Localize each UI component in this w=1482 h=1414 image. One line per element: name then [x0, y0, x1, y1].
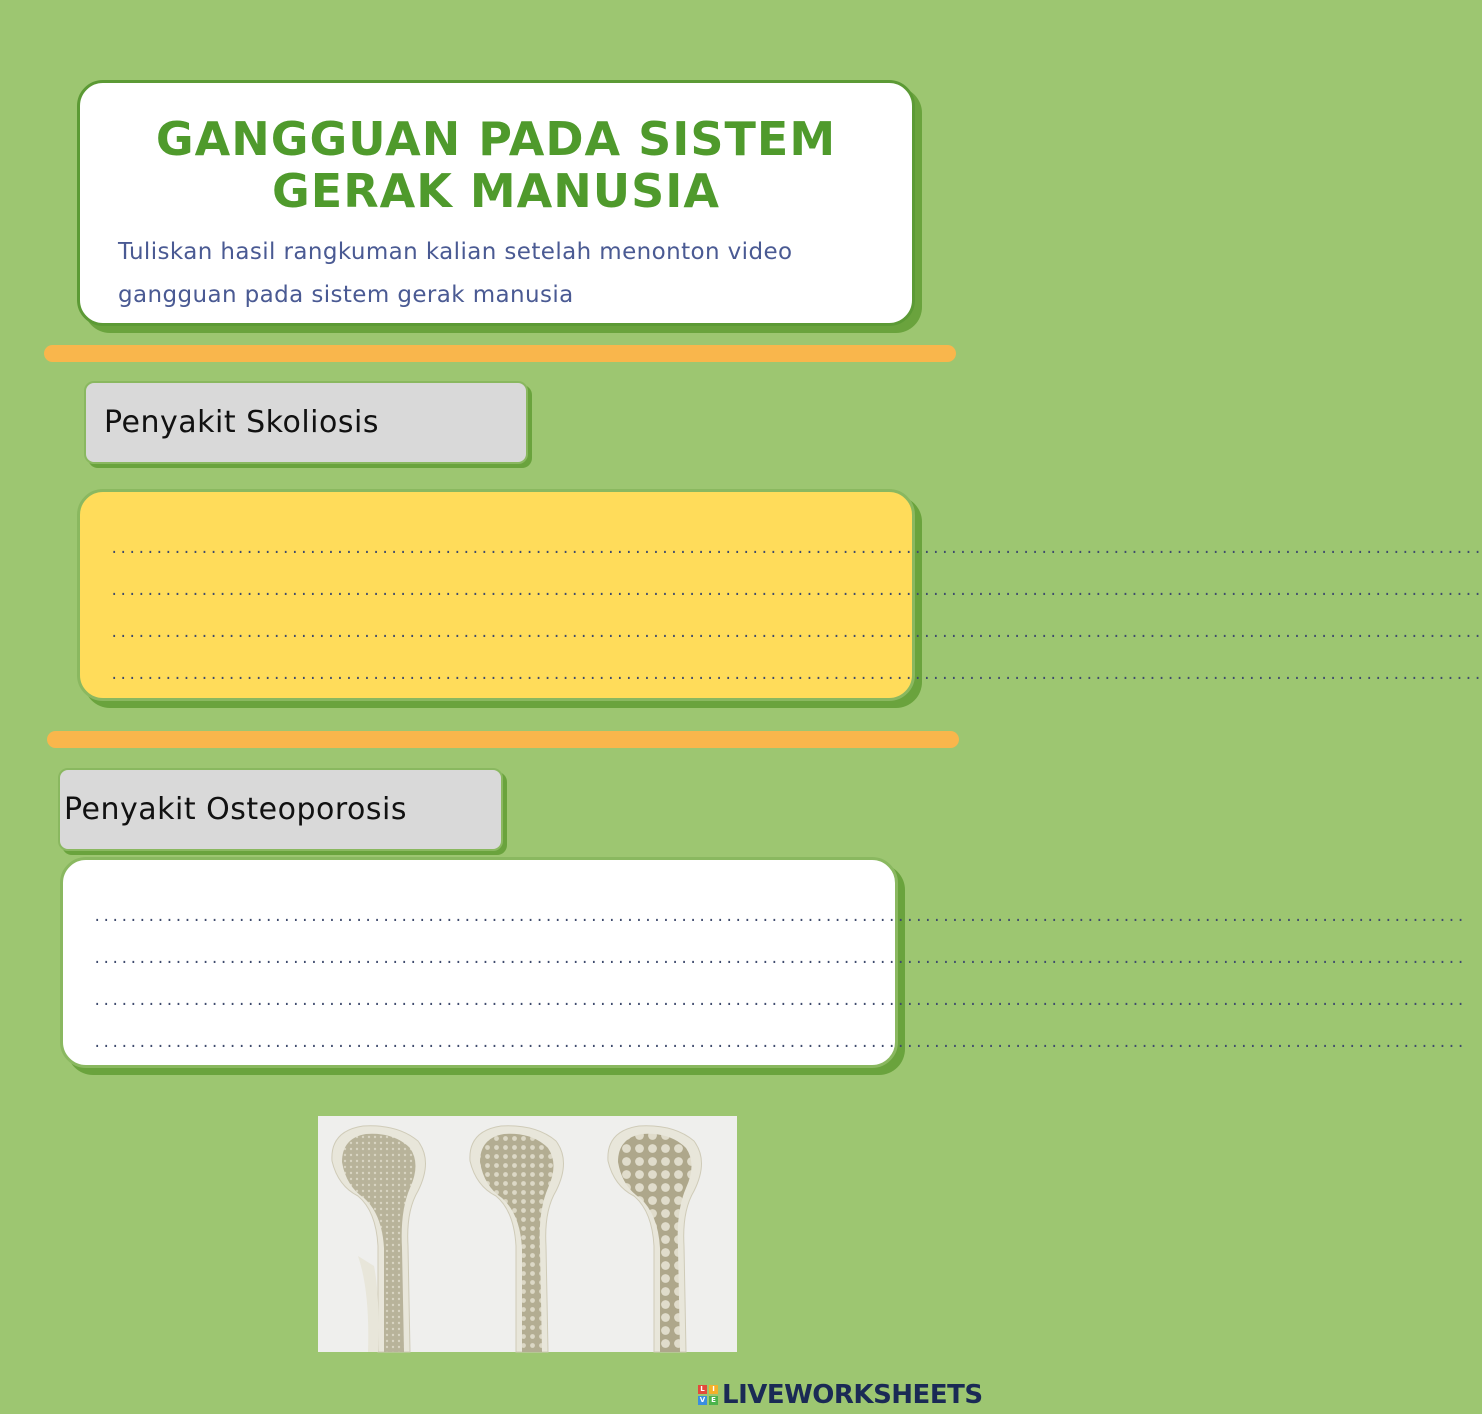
section-label-skoliosis: Penyakit Skoliosis — [84, 381, 528, 464]
bone-early-osteoporosis — [470, 1126, 564, 1352]
answer-line[interactable]: ........................................................................................................................................................ — [110, 541, 1482, 557]
logo-tile: V — [699, 1396, 706, 1404]
instruction-text — [118, 231, 902, 317]
liveworksheets-logo — [698, 1378, 983, 1412]
header-card — [77, 80, 915, 326]
divider-top — [44, 345, 956, 362]
answer-lines-osteoporosis — [93, 909, 1466, 1078]
answer-lines-skoliosis — [110, 541, 1482, 710]
bone-healthy — [332, 1126, 426, 1352]
divider-middle — [47, 731, 959, 748]
femur-bone-icon — [318, 1116, 737, 1352]
answer-line[interactable]: ........................................................................................................................................................ — [93, 909, 1466, 925]
logo-tile: I — [709, 1385, 718, 1394]
logo-text: LIVEWORKSHEETS — [722, 1380, 983, 1410]
femur-bone-illustration — [318, 1116, 737, 1352]
logo-tile: E — [709, 1396, 718, 1405]
instruction-line-1: Tuliskan hasil rangkuman kalian setelah menonton video — [118, 239, 793, 265]
logo-tile: L — [698, 1385, 707, 1394]
bone-advanced-osteoporosis — [608, 1126, 702, 1352]
section-label-osteoporosis: Penyakit Osteoporosis — [58, 768, 503, 851]
logo-tiles-icon — [698, 1385, 718, 1405]
answer-line[interactable]: ........................................................................................................................................................ — [110, 625, 1482, 641]
answer-line[interactable]: ........................................................................................................................................................ — [93, 951, 1466, 967]
page-title-line-1: GANGGUAN PADA SISTEM — [155, 112, 837, 166]
answer-line[interactable]: ........................................................................................................................................................ — [110, 583, 1482, 599]
page-title — [80, 113, 912, 217]
answer-line[interactable]: ........................................................................................................................................................ — [110, 667, 1482, 683]
answer-line[interactable]: ........................................................................................................................................................ — [93, 993, 1466, 1009]
answer-box-skoliosis[interactable] — [77, 489, 1482, 701]
answer-box-osteoporosis[interactable] — [60, 857, 1466, 1068]
answer-line[interactable]: ........................................................................................................................................................ — [93, 1035, 1466, 1051]
instruction-line-2: gangguan pada sistem gerak manusia — [118, 282, 574, 308]
page-title-line-2: GERAK MANUSIA — [272, 164, 720, 218]
